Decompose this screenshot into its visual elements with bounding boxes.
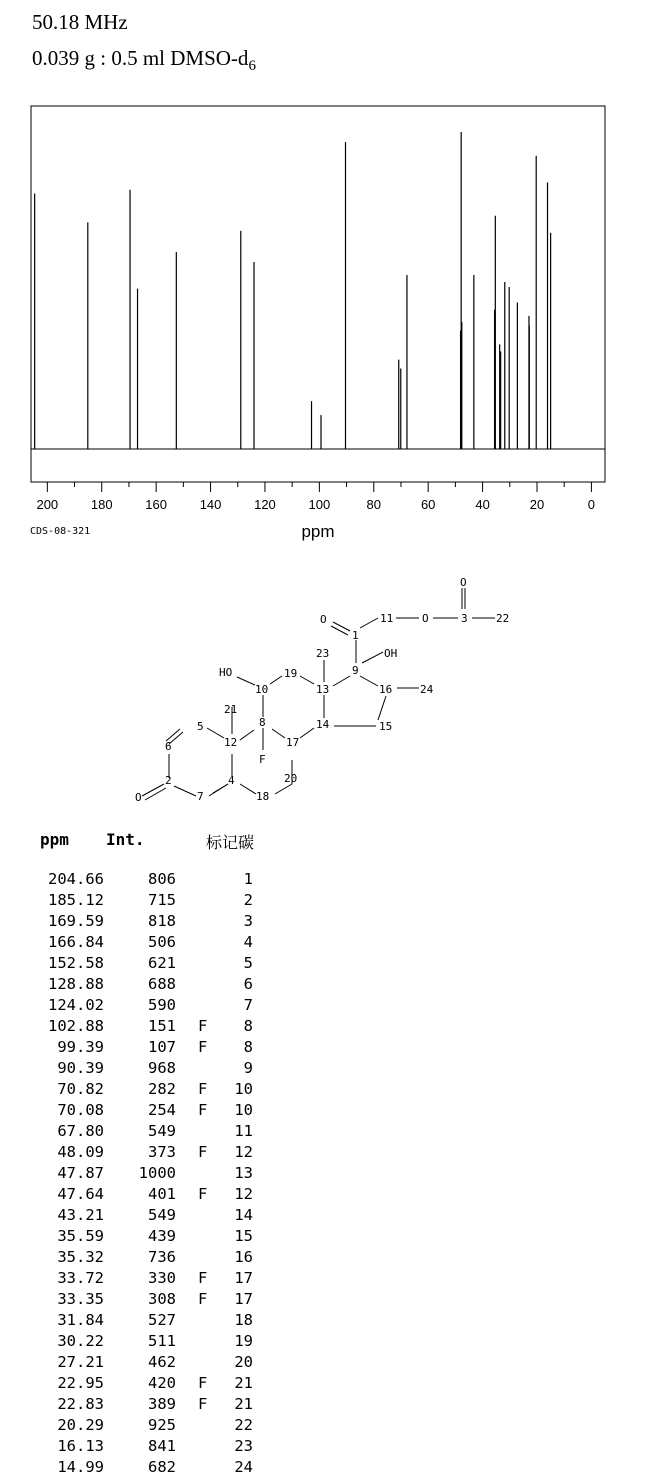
- atom-o-ring: O: [135, 791, 142, 804]
- tick-label-20: 20: [529, 497, 545, 512]
- row-ppm: 102.88: [48, 1017, 104, 1035]
- atom-c7: 7: [197, 790, 204, 803]
- row-carbon: 14: [234, 1206, 253, 1224]
- tick-label-160: 160: [145, 497, 167, 512]
- table-row: [0, 1353, 651, 1374]
- atom-c23: 23: [316, 647, 330, 660]
- row-carbon: 3: [243, 912, 253, 930]
- row-carbon: 19: [234, 1332, 253, 1350]
- row-flag: F: [198, 1374, 208, 1392]
- atom-c6: 6: [165, 740, 172, 753]
- table-row: [0, 1080, 651, 1101]
- row-intensity: 621: [148, 954, 176, 972]
- row-ppm: 47.87: [57, 1164, 104, 1182]
- table-header-carbon: 标记碳: [206, 833, 255, 852]
- row-intensity: 682: [148, 1458, 176, 1476]
- tick-label-200: 200: [36, 497, 59, 512]
- row-intensity: 549: [148, 1206, 176, 1224]
- row-flag: F: [198, 1101, 208, 1119]
- row-flag: F: [198, 1017, 208, 1035]
- tick-label-80: 80: [366, 497, 382, 512]
- x-axis-ticks: [36, 482, 595, 512]
- table-row: [0, 870, 651, 891]
- atom-o-ester: O: [422, 612, 429, 625]
- row-intensity: 373: [148, 1143, 176, 1161]
- row-ppm: 20.29: [57, 1416, 104, 1434]
- peak-table: [0, 870, 651, 1479]
- row-intensity: 549: [148, 1122, 176, 1140]
- atom-c16: 16: [379, 683, 393, 696]
- row-carbon: 22: [234, 1416, 253, 1434]
- table-row: [0, 1227, 651, 1248]
- table-row: [0, 1017, 651, 1038]
- row-ppm: 169.59: [48, 912, 104, 930]
- row-ppm: 31.84: [57, 1311, 104, 1329]
- table-row: [0, 1164, 651, 1185]
- plot-frame: [31, 106, 605, 482]
- table-row: [0, 1458, 651, 1479]
- row-intensity: 925: [148, 1416, 176, 1434]
- atom-c10: 10: [255, 683, 269, 696]
- tick-label-180: 180: [90, 497, 113, 512]
- row-ppm: 128.88: [48, 975, 104, 993]
- atom-c3: 3: [461, 612, 468, 625]
- row-carbon: 18: [234, 1311, 253, 1329]
- row-flag: F: [198, 1080, 208, 1098]
- atom-c1: 1: [352, 629, 359, 642]
- atom-oh-top: OH: [384, 647, 398, 660]
- atom-o-carbonyl: O: [460, 576, 467, 589]
- row-intensity: 968: [148, 1059, 176, 1077]
- row-carbon: 15: [234, 1227, 253, 1245]
- row-carbon: 16: [234, 1248, 253, 1266]
- row-intensity: 506: [148, 933, 176, 951]
- tick-label-120: 120: [254, 497, 276, 512]
- row-carbon: 7: [243, 996, 253, 1014]
- molecule-structure: [0, 560, 651, 815]
- atom-c17: 17: [286, 736, 300, 749]
- row-carbon: 4: [243, 933, 253, 951]
- row-intensity: 330: [148, 1269, 176, 1287]
- atom-c5: 5: [197, 720, 204, 733]
- table-row: [0, 1185, 651, 1206]
- tick-label-60: 60: [420, 497, 436, 512]
- row-ppm: 43.21: [57, 1206, 104, 1224]
- table-row: [0, 1122, 651, 1143]
- table-row: [0, 1206, 651, 1227]
- row-carbon: 24: [234, 1458, 253, 1476]
- table-row: [0, 1059, 651, 1080]
- row-flag: F: [198, 1395, 208, 1413]
- tick-label-100: 100: [308, 497, 331, 512]
- spectrometer-frequency: 50.18 MHz: [32, 10, 128, 34]
- row-carbon: 5: [243, 954, 253, 972]
- row-intensity: 107: [148, 1038, 176, 1056]
- atom-c2: 2: [165, 774, 172, 787]
- table-row: [0, 1038, 651, 1059]
- tick-label-0: 0: [587, 497, 596, 512]
- row-flag: F: [198, 1038, 208, 1056]
- table-header-int: Int.: [106, 830, 145, 849]
- row-ppm: 14.99: [57, 1458, 104, 1476]
- row-carbon: 9: [243, 1059, 253, 1077]
- row-intensity: 511: [148, 1332, 176, 1350]
- row-carbon: 10: [234, 1080, 253, 1098]
- row-ppm: 22.95: [57, 1374, 104, 1392]
- table-row: [0, 1332, 651, 1353]
- table-row: [0, 1395, 651, 1416]
- row-ppm: 99.39: [57, 1038, 104, 1056]
- table-row: [0, 891, 651, 912]
- row-intensity: 818: [148, 912, 176, 930]
- row-ppm: 22.83: [57, 1395, 104, 1413]
- sample-text: 0.039 g : 0.5 ml DMSO-d: [32, 46, 249, 70]
- sample-subscript: 6: [248, 58, 256, 75]
- row-intensity: 841: [148, 1437, 176, 1455]
- row-intensity: 151: [148, 1017, 176, 1035]
- row-carbon: 8: [243, 1038, 253, 1056]
- atom-c8: 8: [259, 716, 266, 729]
- row-ppm: 67.80: [57, 1122, 104, 1140]
- table-row: [0, 933, 651, 954]
- row-carbon: 23: [234, 1437, 253, 1455]
- atom-c20: 20: [284, 772, 298, 785]
- atom-f: F: [259, 753, 266, 766]
- row-ppm: 47.64: [57, 1185, 104, 1203]
- row-intensity: 715: [148, 891, 176, 909]
- row-carbon: 1: [243, 870, 253, 888]
- row-carbon: 2: [243, 891, 253, 909]
- row-carbon: 11: [234, 1122, 253, 1140]
- peaks-group: [35, 132, 551, 449]
- row-carbon: 6: [243, 975, 253, 993]
- table-row: [0, 1143, 651, 1164]
- row-ppm: 204.66: [48, 870, 104, 888]
- row-intensity: 806: [148, 870, 176, 888]
- atom-c11: 11: [380, 612, 394, 625]
- table-row: [0, 1374, 651, 1395]
- row-carbon: 21: [234, 1395, 253, 1413]
- row-intensity: 308: [148, 1290, 176, 1308]
- row-intensity: 590: [148, 996, 176, 1014]
- row-ppm: 90.39: [57, 1059, 104, 1077]
- atom-c22: 22: [496, 612, 510, 625]
- spectrum-code: CDS-08-321: [30, 526, 91, 537]
- table-row: [0, 1311, 651, 1332]
- atom-c13: 13: [316, 683, 330, 696]
- row-intensity: 401: [148, 1185, 176, 1203]
- row-intensity: 282: [148, 1080, 176, 1098]
- row-intensity: 736: [148, 1248, 176, 1266]
- row-carbon: 13: [234, 1164, 253, 1182]
- table-row: [0, 1248, 651, 1269]
- table-row: [0, 1269, 651, 1290]
- structure-labels: [135, 576, 509, 804]
- row-ppm: 48.09: [57, 1143, 104, 1161]
- row-ppm: 27.21: [57, 1353, 104, 1371]
- row-ppm: 35.32: [57, 1248, 104, 1266]
- tick-label-140: 140: [199, 497, 222, 512]
- row-ppm: 124.02: [48, 996, 104, 1014]
- row-flag: F: [198, 1290, 208, 1308]
- atom-c15: 15: [379, 720, 393, 733]
- row-flag: F: [198, 1185, 208, 1203]
- row-intensity: 420: [148, 1374, 176, 1392]
- row-ppm: 152.58: [48, 954, 104, 972]
- row-carbon: 21: [234, 1374, 253, 1392]
- row-intensity: 527: [148, 1311, 176, 1329]
- row-carbon: 12: [234, 1143, 253, 1161]
- row-ppm: 16.13: [57, 1437, 104, 1455]
- table-row: [0, 1416, 651, 1437]
- row-ppm: 35.59: [57, 1227, 104, 1245]
- row-flag: F: [198, 1143, 208, 1161]
- row-ppm: 30.22: [57, 1332, 104, 1350]
- row-ppm: 33.35: [57, 1290, 104, 1308]
- atom-c24: 24: [420, 683, 434, 696]
- row-intensity: 254: [148, 1101, 176, 1119]
- row-intensity: 462: [148, 1353, 176, 1371]
- row-intensity: 439: [148, 1227, 176, 1245]
- table-row: [0, 954, 651, 975]
- table-row: [0, 1437, 651, 1458]
- row-carbon: 8: [243, 1017, 253, 1035]
- row-carbon: 20: [234, 1353, 253, 1371]
- atom-o-ketone: O: [320, 613, 327, 626]
- table-row: [0, 996, 651, 1017]
- table-header-ppm: ppm: [40, 830, 69, 849]
- atom-c12: 12: [224, 736, 238, 749]
- x-axis-label: ppm: [301, 522, 335, 541]
- atom-c19: 19: [284, 667, 298, 680]
- row-ppm: 70.08: [57, 1101, 104, 1119]
- table-row: [0, 975, 651, 996]
- table-row: [0, 1290, 651, 1311]
- row-ppm: 166.84: [48, 933, 104, 951]
- row-ppm: 70.82: [57, 1080, 104, 1098]
- row-intensity: 688: [148, 975, 176, 993]
- row-flag: F: [198, 1269, 208, 1287]
- atom-c4: 4: [228, 774, 235, 787]
- atom-c21: 21: [224, 703, 238, 716]
- row-carbon: 12: [234, 1185, 253, 1203]
- atom-c14: 14: [316, 718, 330, 731]
- row-carbon: 17: [234, 1269, 253, 1287]
- row-intensity: 1000: [138, 1164, 176, 1182]
- tick-label-40: 40: [475, 497, 490, 512]
- atom-c9: 9: [352, 664, 359, 677]
- row-intensity: 389: [148, 1395, 176, 1413]
- atom-c18: 18: [256, 790, 270, 803]
- row-carbon: 10: [234, 1101, 253, 1119]
- row-carbon: 17: [234, 1290, 253, 1308]
- table-row: [0, 1101, 651, 1122]
- row-ppm: 33.72: [57, 1269, 104, 1287]
- nmr-spectrum-chart: [0, 0, 651, 545]
- table-row: [0, 912, 651, 933]
- row-ppm: 185.12: [48, 891, 104, 909]
- atom-ho: HO: [219, 666, 233, 679]
